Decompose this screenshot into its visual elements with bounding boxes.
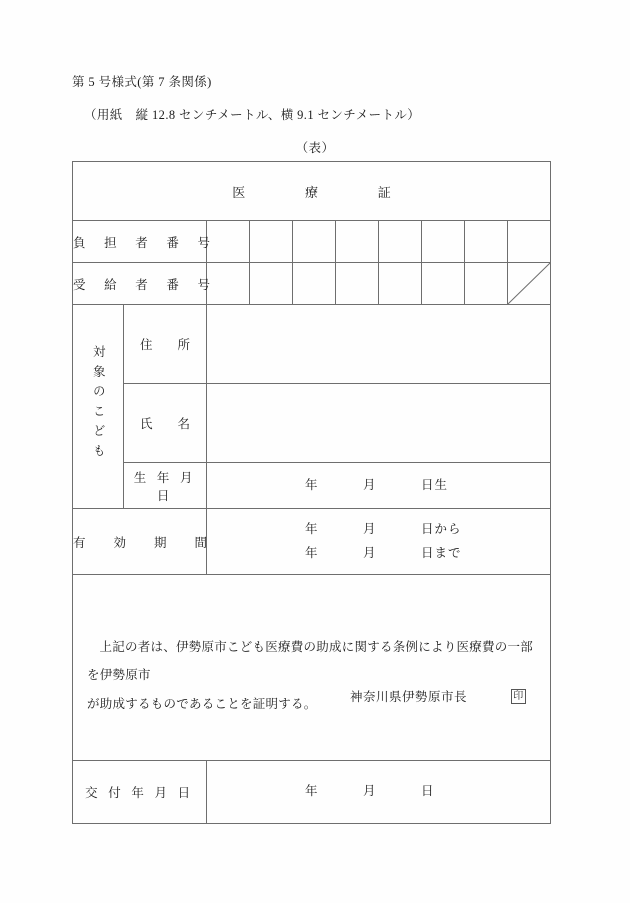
table-row-address bbox=[73, 305, 551, 384]
table-row-title bbox=[73, 162, 551, 221]
face-side-label: （表） bbox=[295, 141, 335, 155]
recipient-number-cell-2[interactable] bbox=[250, 263, 293, 305]
table-row-name bbox=[73, 384, 551, 463]
payer-number-cell-6[interactable] bbox=[422, 221, 465, 263]
certificate-line-1: 上記の者は、伊勢原市こども医療費の助成に関する条例により医療費の一部を伊勢原市 bbox=[87, 640, 534, 683]
payer-number-cell-5[interactable] bbox=[379, 221, 422, 263]
table-row-issue-date bbox=[73, 761, 551, 824]
recipient-number-cell-5[interactable] bbox=[379, 263, 422, 305]
payer-number-cell-3[interactable] bbox=[293, 221, 336, 263]
signature-row bbox=[73, 687, 550, 705]
table-row-birthdate bbox=[73, 463, 551, 509]
diagonal-strike-icon bbox=[508, 263, 550, 304]
valid-period-value[interactable] bbox=[207, 509, 551, 575]
payer-number-cell-8[interactable] bbox=[508, 221, 551, 263]
issue-date-line bbox=[207, 780, 550, 804]
valid-from-day-unit: 日から bbox=[421, 521, 462, 536]
issue-year-unit: 年 bbox=[305, 784, 319, 799]
certificate-title-cell bbox=[73, 162, 551, 221]
child-section-label: 対象のこども bbox=[73, 305, 124, 509]
birth-month-unit: 月 bbox=[363, 477, 377, 492]
issue-date-label: 交 付 年 月 日 bbox=[73, 761, 207, 824]
issue-day-unit: 日 bbox=[421, 784, 435, 799]
signatory-name: 神奈川県伊勢原市長 bbox=[349, 690, 467, 704]
seal-stamp-icon: 印 bbox=[511, 689, 526, 704]
valid-from-year-unit: 年 bbox=[305, 521, 319, 536]
payer-number-cell-7[interactable] bbox=[465, 221, 508, 263]
certificate-statement-cell bbox=[73, 575, 551, 761]
address-label: 住 所 bbox=[124, 305, 207, 384]
birth-year-unit: 年 bbox=[305, 477, 319, 492]
name-label: 氏 名 bbox=[124, 384, 207, 463]
recipient-number-cell-4[interactable] bbox=[336, 263, 379, 305]
valid-to-day-unit: 日まで bbox=[421, 545, 462, 560]
name-value[interactable] bbox=[207, 384, 551, 463]
paper-size-note: （用紙 縦 12.8 センチメートル、横 9.1 センチメートル） bbox=[84, 108, 421, 122]
recipient-number-cell-6[interactable] bbox=[422, 263, 465, 305]
recipient-number-label: 受 給 者 番 号 bbox=[73, 263, 207, 305]
address-value[interactable] bbox=[207, 305, 551, 384]
valid-to-year-unit: 年 bbox=[305, 545, 319, 560]
table-row-payer-number bbox=[73, 221, 551, 263]
issue-date-value[interactable] bbox=[207, 761, 551, 824]
certificate-line-2: が助成するものであることを証明する。 bbox=[87, 696, 317, 711]
table-row-certificate bbox=[73, 575, 551, 761]
table-row-recipient-number bbox=[73, 263, 551, 305]
payer-number-cell-4[interactable] bbox=[336, 221, 379, 263]
birthdate-line bbox=[207, 474, 550, 498]
payer-number-label: 負 担 者 番 号 bbox=[73, 221, 207, 263]
valid-from-month-unit: 月 bbox=[363, 521, 377, 536]
recipient-number-cell-7[interactable] bbox=[465, 263, 508, 305]
recipient-number-cell-8-struck bbox=[508, 263, 551, 305]
payer-number-cell-2[interactable] bbox=[250, 221, 293, 263]
birthdate-value[interactable] bbox=[207, 463, 551, 509]
medical-certificate-table bbox=[72, 161, 551, 824]
valid-period-label: 有 効 期 間 bbox=[73, 509, 207, 575]
valid-to-line bbox=[207, 542, 550, 566]
birthdate-label: 生 年 月 日 bbox=[124, 463, 207, 509]
valid-to-month-unit: 月 bbox=[363, 545, 377, 560]
recipient-number-cell-3[interactable] bbox=[293, 263, 336, 305]
valid-from-line bbox=[207, 518, 550, 542]
issue-month-unit: 月 bbox=[363, 784, 377, 799]
certificate-title: 医 療 証 bbox=[232, 184, 415, 200]
form-number-heading: 第 5 号様式(第 7 条関係) bbox=[72, 75, 212, 89]
table-row-valid-period bbox=[73, 509, 551, 575]
birth-day-unit: 日生 bbox=[421, 477, 449, 492]
